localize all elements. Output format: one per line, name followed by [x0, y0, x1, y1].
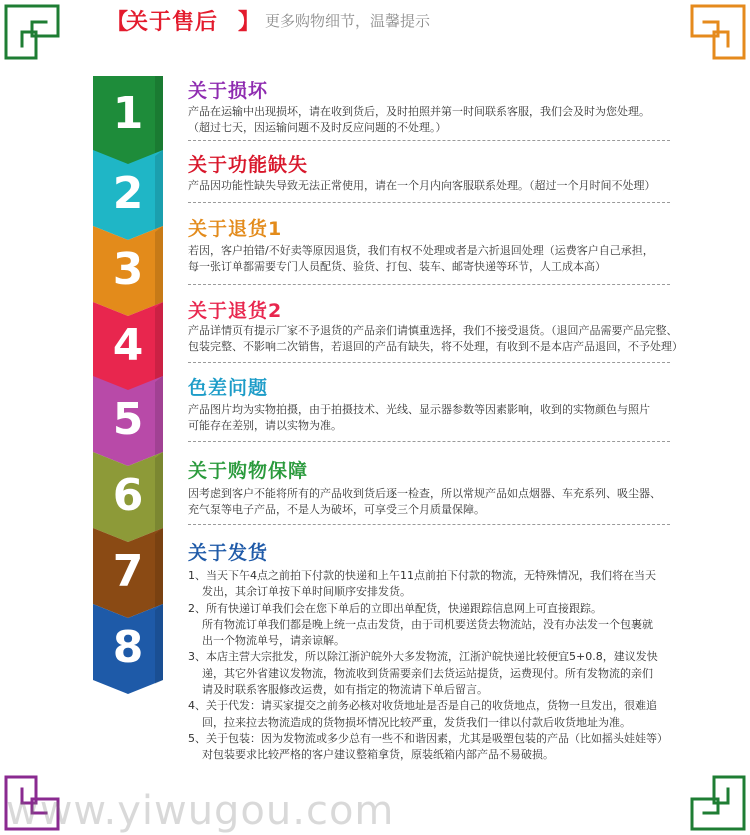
ribbon-number: 5 [112, 394, 144, 445]
section-body-guarantee: 因考虑到客户不能将所有的产品收到货后逐一检查，所以常规产品如点烟器、车充系列、吸尘器、 充气泵等电子产品，不是人为破坏，可享受三个月质量保障。 [188, 487, 661, 516]
divider [188, 524, 670, 525]
divider [188, 284, 670, 285]
divider [188, 441, 670, 442]
ribbon-segment-8 [93, 604, 171, 694]
header-bracket-right: 】 [238, 10, 261, 35]
section-title-return2: 关于退货2 [188, 300, 283, 322]
section-title-return1: 关于退货1 [188, 218, 283, 240]
divider [188, 362, 670, 363]
section-body-return2: 产品详情页有提示厂家不予退货的产品亲们请慎重选择，我们不接受退货。（退回产品需要产品完整、 包装完整、不影响二次销售，若退回的产品有缺失，将不处理，有收到不是本店产品退回，不予处理） [188, 324, 683, 353]
divider [188, 202, 670, 203]
ribbon-number: 6 [112, 470, 144, 521]
section-body-function: 产品因功能性缺失导致无法正常使用，请在一个月内向客服联系处理。（超过一个月时间不处理） [188, 179, 656, 192]
ribbon-number: 3 [112, 244, 144, 295]
ribbon-number: 7 [112, 546, 144, 597]
section-body-damage: 产品在运输中出现损坏，请在收到货后，及时拍照并第一时间联系客服，我们会及时为您处理。 （超过七天，因运输问题不及时反应问题的不处理。） [188, 105, 650, 134]
page-title: 关于售后 [126, 10, 219, 35]
ribbon-number: 8 [112, 622, 144, 673]
watermark: www.yiwugou.com [6, 788, 395, 834]
header-bracket-left: 【 [106, 10, 129, 35]
ribbon-number: 4 [112, 320, 144, 371]
section-body-return1: 若因，客户拍错/不好卖等原因退货，我们有权不处理或者是六折退回处理（运费客户自己承担， 每一张订单都需要专门人员配货、验货、打包、装车、邮寄快递等环节，人工成本高） [188, 244, 654, 273]
ribbon-number: 2 [112, 168, 144, 219]
page-subtitle: 更多购物细节，温馨提示 [265, 12, 431, 30]
section-body-color: 产品图片均为实物拍摄，由于拍摄技术、光线、显示器参数等因素影响，收到的实物颜色与照片 可能存在差别，请以实物为准。 [188, 403, 650, 432]
ribbon-number: 1 [112, 88, 144, 139]
section-title-guarantee: 关于购物保障 [188, 460, 309, 482]
divider [188, 140, 670, 141]
section-title-color: 色差问题 [188, 377, 269, 399]
shipping-list: 1、当天下午4点之前拍下付款的快递和上午11点前拍下付款的物流，无特殊情况，我们将在当天 发出，其余订单按下单时间顺序安排发货。 2、所有快递订单我们会在您下单后的立即出单配货，快递跟踪信息网上可直接跟踪。 所有物流订单我们都是晚上统一点击发货，由于司机要送货去物流站，没有办法发一个包裹就 出一个物流单号，请亲谅解。 3、本店主营大宗批发，所以除江浙沪皖外大多发物流，江浙沪皖快递比较便宜5+0.8，建议发快 递，其它外省建议发物流，物流收到货需要亲们去货运站提货，运费现付。所有发物流的亲们 请及时联系客服修改运费，如有指定的物流请下单后留言。 4、关于代发：请买家提交之前务必核对收货地址是否是自己的收货地点，货物一旦发出，很难追 回，拉来拉去物流造成的货物损坏情况比较严重，发货我们一律以付款后收货地址为准。 5、关于包装：因为发物流或多少总有一些不和谐因素，尤其是吸塑包装的产品（比如摇头娃娃等） 对包装要求比较严格的客户建议整箱拿货，原装纸箱内部产品不易破损。 [188, 569, 668, 762]
section-title-shipping: 关于发货 [188, 542, 269, 564]
section-title-function: 关于功能缺失 [188, 154, 309, 176]
section-title-damage: 关于损坏 [188, 80, 269, 102]
